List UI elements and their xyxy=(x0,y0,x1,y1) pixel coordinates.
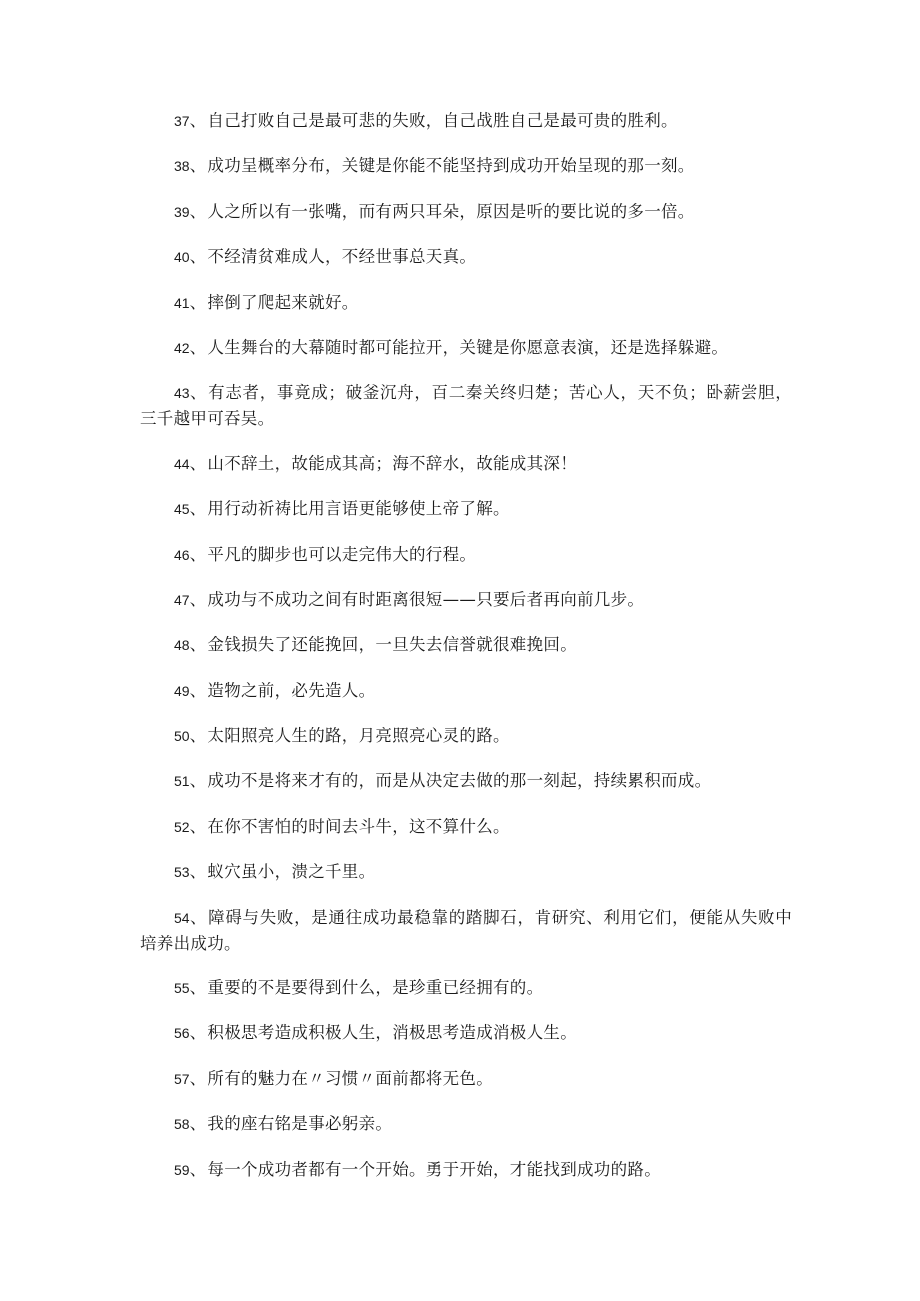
quote-separator: 、 xyxy=(189,978,207,998)
quote-text: 障碍与失败，是通往成功最稳靠的踏脚石，肯研究、利用它们，便能从失败中培养出成功。 xyxy=(140,907,792,953)
quote-item xyxy=(140,859,792,885)
quote-text: 造物之前，必先造人。 xyxy=(207,680,376,700)
quote-separator: 、 xyxy=(189,907,208,927)
quote-number: 44 xyxy=(174,455,190,472)
quote-text: 有志者，事竟成；破釜沉舟，百二秦关终归楚；苦心人，天不负；卧薪尝胆，三千越甲可吞吴。 xyxy=(140,383,792,429)
quote-number: 51 xyxy=(174,773,190,790)
quote-number: 50 xyxy=(174,728,190,745)
quote-item xyxy=(140,335,792,361)
quote-number: 48 xyxy=(174,637,190,654)
quote-item xyxy=(140,451,792,477)
quote-item xyxy=(140,108,792,134)
quote-separator: 、 xyxy=(189,383,208,403)
quote-number: 46 xyxy=(174,546,190,563)
quote-separator: 、 xyxy=(189,816,207,836)
quote-number: 41 xyxy=(174,294,190,311)
quote-number: 54 xyxy=(174,909,190,926)
quote-text: 太阳照亮人生的路，月亮照亮心灵的路。 xyxy=(207,726,510,746)
quote-separator: 、 xyxy=(189,1023,207,1043)
quote-text: 重要的不是要得到什么，是珍重已经拥有的。 xyxy=(207,978,544,998)
quote-separator: 、 xyxy=(189,862,207,882)
quote-item xyxy=(140,975,792,1001)
quote-number: 40 xyxy=(174,249,190,266)
quote-text: 人生舞台的大幕随时都可能拉开，关键是你愿意表演，还是选择躲避。 xyxy=(207,337,729,357)
quote-number: 58 xyxy=(174,1116,190,1133)
quote-separator: 、 xyxy=(189,635,207,655)
quote-separator: 、 xyxy=(189,1068,207,1088)
quote-item xyxy=(140,905,792,956)
quote-separator: 、 xyxy=(189,680,207,700)
quote-text: 成功不是将来才有的，而是从决定去做的那一刻起，持续累积而成。 xyxy=(207,771,712,791)
quote-separator: 、 xyxy=(189,292,207,312)
quote-text: 不经清贫难成人，不经世事总天真。 xyxy=(207,247,477,267)
quote-text: 所有的魅力在〃习惯〃面前都将无色。 xyxy=(207,1068,493,1088)
quote-separator: 、 xyxy=(189,453,207,473)
quote-item xyxy=(140,814,792,840)
quote-number: 39 xyxy=(174,203,190,220)
quote-separator: 、 xyxy=(189,1159,207,1179)
quote-item xyxy=(140,542,792,568)
quote-item xyxy=(140,768,792,794)
quote-text: 我的座右铭是事必躬亲。 xyxy=(207,1114,393,1134)
quote-text: 每一个成功者都有一个开始。勇于开始，才能找到成功的路。 xyxy=(207,1159,661,1179)
quote-number: 59 xyxy=(174,1161,190,1178)
quote-separator: 、 xyxy=(189,499,207,519)
quote-text: 蚁穴虽小，溃之千里。 xyxy=(207,862,376,882)
quote-number: 45 xyxy=(174,501,190,518)
quote-separator: 、 xyxy=(189,111,207,130)
quote-text: 自己打败自己是最可悲的失败，自己战胜自己是最可贵的胜利。 xyxy=(207,111,678,130)
quote-number: 53 xyxy=(174,864,190,881)
quote-item xyxy=(140,1111,792,1137)
quote-number: 52 xyxy=(174,818,190,835)
quote-separator: 、 xyxy=(189,726,207,746)
quote-separator: 、 xyxy=(189,771,207,791)
quote-separator: 、 xyxy=(189,589,207,609)
quote-separator: 、 xyxy=(189,337,207,357)
quote-separator: 、 xyxy=(189,247,207,267)
quote-text: 成功呈概率分布，关键是你能不能坚持到成功开始呈现的那一刻。 xyxy=(207,156,695,176)
quote-item xyxy=(140,380,792,431)
quote-separator: 、 xyxy=(189,1114,207,1134)
quote-item xyxy=(140,1157,792,1183)
quote-text: 摔倒了爬起来就好。 xyxy=(207,292,359,312)
quote-number: 49 xyxy=(174,682,190,699)
quote-number: 42 xyxy=(174,339,190,356)
quote-text: 在你不害怕的时间去斗牛，这不算什么。 xyxy=(207,816,510,836)
quote-item xyxy=(140,587,792,613)
quote-number: 38 xyxy=(174,158,190,175)
quote-item xyxy=(140,290,792,316)
quote-text: 积极思考造成积极人生，消极思考造成消极人生。 xyxy=(207,1023,577,1043)
quote-text: 山不辞土，故能成其高；海不辞水，故能成其深！ xyxy=(207,453,577,473)
quote-item xyxy=(140,632,792,658)
quote-number: 57 xyxy=(174,1070,190,1087)
quote-number: 55 xyxy=(174,980,190,997)
quote-item xyxy=(140,678,792,704)
quote-item xyxy=(140,723,792,749)
quote-item xyxy=(140,153,792,179)
quote-number: 56 xyxy=(174,1025,190,1042)
quote-number: 37 xyxy=(174,113,190,129)
quote-text: 人之所以有一张嘴，而有两只耳朵，原因是听的要比说的多一倍。 xyxy=(207,201,695,221)
quote-item xyxy=(140,244,792,270)
quote-text: 成功与不成功之间有时距离很短——只要后者再向前几步。 xyxy=(207,589,645,609)
quote-text: 金钱损失了还能挽回，一旦失去信誉就很难挽回。 xyxy=(207,635,577,655)
quote-separator: 、 xyxy=(189,156,207,176)
quote-separator: 、 xyxy=(189,544,207,564)
quote-item xyxy=(140,199,792,225)
quote-item xyxy=(140,496,792,522)
quote-text: 平凡的脚步也可以走完伟大的行程。 xyxy=(207,544,477,564)
quote-text: 用行动祈祷比用言语更能够使上帝了解。 xyxy=(207,499,510,519)
quote-number: 47 xyxy=(174,591,190,608)
quote-list xyxy=(140,108,792,1202)
quote-item xyxy=(140,1066,792,1092)
quote-separator: 、 xyxy=(189,201,207,221)
quote-item xyxy=(140,1020,792,1046)
quote-number: 43 xyxy=(174,385,190,402)
